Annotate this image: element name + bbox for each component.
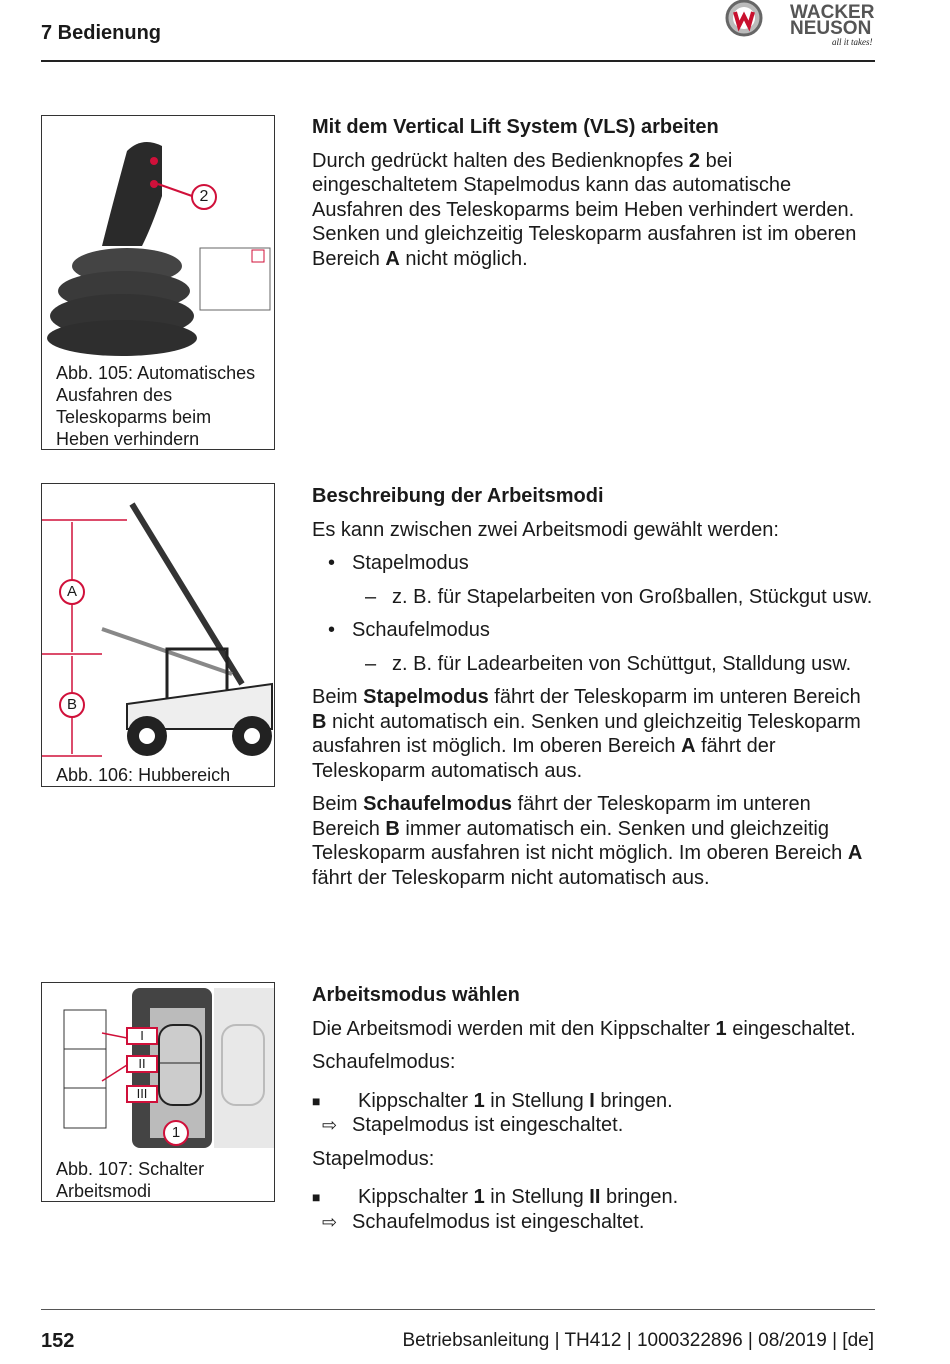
document-info: Betriebsanleitung | TH412 | 1000322896 | 08/2019 | [de] <box>402 1330 874 1351</box>
figure-105 <box>41 115 275 450</box>
square-bullet-icon: ■ <box>312 1189 321 1205</box>
result-arrow-icon: ⇨ <box>322 1211 338 1232</box>
result-item: ⇨ Schaufelmodus ist eingeschaltet. <box>322 1210 645 1233</box>
position-i: I <box>126 1027 158 1045</box>
figure-106 <box>41 483 275 787</box>
result-item: ⇨ Stapelmodus ist eingeschaltet. <box>322 1114 624 1136</box>
paragraph: Beim Stapelmodus fährt der Teleskoparm im unteren Bereich B nicht automatisch ein. Senken und gleichzeitig Teleskoparm ausfahren ist möglich. Im oberen Bereich A fährt der Teleskoparm automatisch aus. <box>312 686 861 782</box>
section-arbeitsmodus-waehlen <box>312 983 877 1243</box>
callout-1: 1 <box>163 1120 189 1146</box>
sub-list-item: – z. B. für Ladearbeiten von Schüttgut, Stalldung usw. <box>365 652 852 675</box>
figure-caption: Abb. 107: Schalter Arbeitsmodi <box>56 1159 205 1201</box>
chapter-title: 7 Bedienung <box>41 22 162 44</box>
step-item: ■ Kippschalter 1 in Stellung II bringen. <box>312 1186 679 1208</box>
mode-label: Stapelmodus: <box>312 1147 435 1170</box>
square-bullet-icon: ■ <box>312 1092 321 1109</box>
label-area-b: B <box>59 692 85 718</box>
position-ii: II <box>126 1055 158 1073</box>
paragraph: Beim Schaufelmodus fährt der Teleskoparm im unteren Bereich B immer automatisch ein. Senken und gleichzeitig Teleskoparm ausfahren ist nicht möglich. Im oberen Bereich A fährt der Teleskoparm nicht automatisch aus. <box>312 793 863 889</box>
figure-caption: Abb. 105: Automatisches Ausfahren des Teleskoparms beim Heben verhindern <box>56 363 256 449</box>
wacker-neuson-logo <box>722 0 882 50</box>
figure-107 <box>41 982 275 1202</box>
step-item: ■ Kippschalter 1 in Stellung I bringen. <box>312 1089 673 1112</box>
section-heading: Mit dem Vertical Lift System (VLS) arbeiten <box>312 116 719 138</box>
paragraph: Die Arbeitsmodi werden mit den Kippschalter 1 eingeschaltet. <box>312 1017 856 1040</box>
svg-text:NEUSON: NEUSON <box>790 18 872 39</box>
svg-text:WACKER: WACKER <box>790 2 875 23</box>
paragraph: Es kann zwischen zwei Arbeitsmodi gewählt werden: <box>312 518 779 541</box>
page-number: 152 <box>41 1330 75 1352</box>
footer-rule <box>41 1309 875 1310</box>
svg-text:all it takes!: all it takes! <box>832 37 873 47</box>
section-heading: Beschreibung der Arbeitsmodi <box>312 485 604 507</box>
sub-list-item: – z. B. für Stapelarbeiten von Großballen, Stückgut usw. <box>365 585 873 608</box>
list-item: • Schaufelmodus <box>328 619 490 641</box>
switch-illustration <box>42 983 274 1148</box>
callout-2: 2 <box>191 184 217 210</box>
result-arrow-icon: ⇨ <box>322 1115 338 1135</box>
section-heading: Arbeitsmodus wählen <box>312 984 520 1006</box>
header-rule <box>41 60 875 62</box>
figure-caption: Abb. 106: Hubbereich <box>56 765 231 785</box>
position-iii: III <box>126 1085 158 1103</box>
joystick-illustration <box>42 116 274 356</box>
label-area-a: A <box>59 579 85 605</box>
list-item: • Stapelmodus <box>328 552 469 574</box>
paragraph: Durch gedrückt halten des Bedienknopfes 2 bei eingeschaltetem Stapelmodus kann das automatische Ausfahren des Teleskoparms beim Heben verhindert werden. Senken und gleichzeitig Teleskoparm ausfahren ist im oberen Bereich A nicht möglich. <box>312 149 857 270</box>
section-vls <box>312 115 877 280</box>
telehandler-illustration <box>42 484 274 764</box>
mode-label: Schaufelmodus: <box>312 1051 456 1073</box>
section-arbeitsmodi <box>312 484 877 899</box>
